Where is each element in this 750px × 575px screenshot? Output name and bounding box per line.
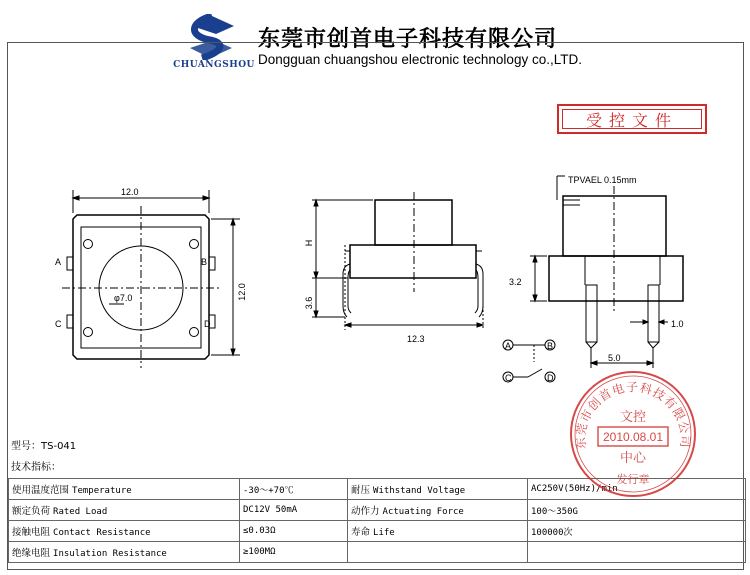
spec-value: ≥100MΩ [240, 542, 348, 563]
stamp-label: 受控文件 [562, 109, 702, 129]
front-view [62, 190, 240, 368]
spec-value: AC250V(50Hz)/min [528, 479, 746, 500]
button-dia-dim: φ7.0 [114, 293, 133, 303]
spec-name [348, 542, 528, 563]
tech-title: 技术指标： [11, 462, 61, 473]
schematic-b: B [547, 341, 554, 351]
seal-date: 2010.08.01 [602, 430, 664, 444]
spec-value: ≤0.03Ω [240, 521, 348, 542]
end-note: TPVAEL 0.15mm [568, 175, 637, 185]
table-row [9, 500, 746, 521]
end-pitch-dim: 5.0 [608, 353, 621, 363]
company-name-en: Dongguan chuangshou electronic technology co.,LTD. [258, 52, 582, 67]
end-pin-width-dim: 1.0 [671, 319, 684, 329]
seal-ring-text: 东莞市创首电子科技有限公司 [573, 380, 693, 450]
spec-name: 额定负荷 Rated Load [9, 500, 240, 521]
spec-name: 寿命 Life [348, 521, 528, 542]
side-width-dim: 12.3 [407, 334, 425, 344]
schematic-a: A [505, 341, 512, 351]
spec-name: 接触电阻 Contact Resistance [9, 521, 240, 542]
model-value: TS-041 [41, 441, 77, 452]
pin-label-d: D [204, 319, 211, 329]
spec-name: 动作力 Actuating Force [348, 500, 528, 521]
spec-value: DC12V 50mA [240, 500, 348, 521]
seal-foot: 发行章 [616, 473, 650, 486]
front-width-dim: 12.0 [121, 187, 139, 197]
company-name-cn: 东莞市创首电子科技有限公司 [258, 26, 558, 52]
schematic-c: C [505, 373, 512, 383]
schematic-d: D [547, 373, 554, 383]
pin-label-b: B [201, 257, 208, 267]
spec-value [528, 542, 746, 563]
spec-name: 绝缘电阻 Insulation Resistance [9, 542, 240, 563]
spec-value: 100000次 [528, 521, 746, 542]
spec-name: 使用温度范围 Temperature [9, 479, 240, 500]
logo-brand-text: CHUANGSHOU [173, 60, 255, 70]
spec-value: -30～+70℃ [240, 479, 348, 500]
spec-value: 100～350G [528, 500, 746, 521]
table-row [9, 521, 746, 542]
front-height-dim: 12.0 [237, 283, 247, 301]
model-label: 型号： [11, 441, 41, 452]
document-control-seal [568, 369, 698, 499]
seal-top: 文控 [619, 410, 647, 425]
end-view [530, 176, 683, 368]
model-line [11, 437, 76, 452]
table-row [9, 542, 746, 563]
end-body-dim: 3.2 [509, 277, 522, 287]
side-h-dim: H [304, 239, 314, 247]
pin-label-a: A [55, 257, 62, 267]
spec-name: 耐压 Withstand Voltage [348, 479, 528, 500]
side-view [312, 192, 483, 330]
side-pin-dim: 3.6 [304, 296, 314, 310]
seal-bottom: 中心 [619, 451, 647, 466]
pin-label-c: C [55, 319, 62, 329]
